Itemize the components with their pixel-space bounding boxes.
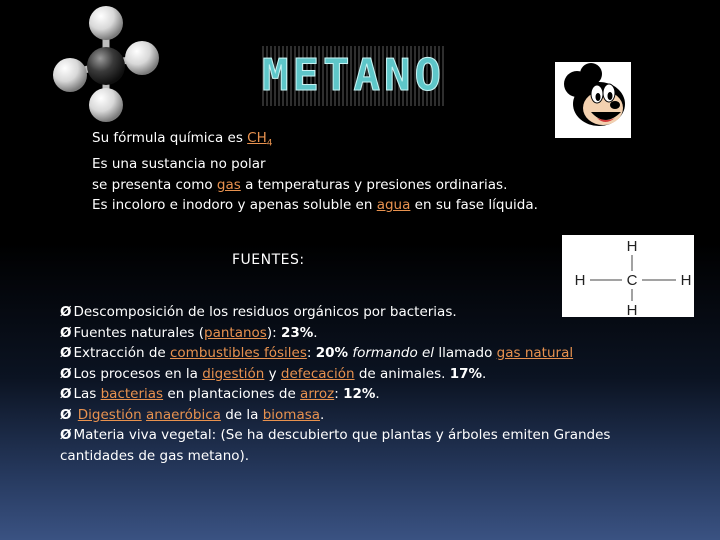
source-text: . xyxy=(320,406,325,423)
bullet-arrow-icon: Ø xyxy=(60,304,72,320)
formula-line xyxy=(92,128,538,154)
bullet-arrow-icon: Ø xyxy=(60,324,72,341)
source-text: Los procesos en la xyxy=(73,365,203,382)
source-link[interactable]: anaeróbica xyxy=(146,406,221,423)
source-text: Fuentes naturales ( xyxy=(73,324,205,341)
source-text: de la xyxy=(220,406,263,423)
source-item xyxy=(60,364,670,385)
formula-link[interactable] xyxy=(247,130,273,149)
source-link[interactable]: combustibles fósiles xyxy=(170,345,307,361)
bullet-arrow-icon: Ø xyxy=(60,386,72,402)
source-link[interactable]: Digestión xyxy=(77,406,142,423)
source-text: . xyxy=(313,324,318,341)
bullet-arrow-icon: Ø xyxy=(60,427,72,443)
atom-h-left: H xyxy=(574,272,586,289)
formula-subscript[interactable]: 4 xyxy=(266,138,273,149)
bullet-arrow-icon: Ø xyxy=(60,365,72,382)
source-text: llamado xyxy=(434,345,497,361)
source-percentage: 20% xyxy=(315,345,349,361)
source-text: en plantaciones de xyxy=(163,386,301,402)
state-text-b: a temperaturas y presiones ordinarias. xyxy=(240,176,508,193)
source-link[interactable]: pantanos xyxy=(204,324,267,341)
source-item xyxy=(60,343,670,364)
source-percentage: 23% xyxy=(280,324,314,341)
methane-molecule-icon xyxy=(48,4,160,126)
atom-h-bottom: H xyxy=(626,302,638,317)
source-item xyxy=(60,425,670,466)
solubility-text-a: Es incoloro e inodoro y apenas soluble en xyxy=(92,197,377,214)
solubility-line xyxy=(92,195,538,216)
source-text: : xyxy=(306,345,316,361)
formula-main[interactable]: CH xyxy=(247,130,267,146)
source-item xyxy=(60,384,670,405)
source-link[interactable]: digestión xyxy=(202,365,265,382)
source-text: Extracción de xyxy=(73,345,170,361)
source-link[interactable]: bacterias xyxy=(100,386,164,402)
source-item xyxy=(60,302,670,323)
intro-text xyxy=(92,128,538,216)
source-link[interactable]: arroz xyxy=(300,386,335,402)
state-text-a: se presenta como xyxy=(92,176,217,193)
source-text: Materia viva vegetal: (Se ha descubierto que plantas y árboles emiten Grandes cantidades de gas metano). xyxy=(60,427,611,464)
atom-h-right: H xyxy=(680,272,692,289)
bullet-arrow-icon: Ø xyxy=(60,406,72,423)
formula-label: Su fórmula química es xyxy=(92,130,248,146)
mickey-mouse-image xyxy=(555,62,631,138)
sources-list xyxy=(60,302,670,466)
fuentes-heading: FUENTES: xyxy=(232,252,305,268)
atom-h-top: H xyxy=(626,238,638,255)
gas-link[interactable]: gas xyxy=(216,176,241,193)
source-link[interactable]: biomasa xyxy=(262,406,321,423)
atom-c-center: C xyxy=(626,272,638,289)
source-text: Las xyxy=(73,386,101,402)
source-italic-text: formando el xyxy=(348,345,435,361)
source-percentage: 17% xyxy=(449,365,483,382)
source-link[interactable]: defecación xyxy=(280,365,355,382)
source-item xyxy=(60,405,670,426)
source-text: Descomposición de los residuos orgánicos por bacterias. xyxy=(73,304,457,320)
source-item xyxy=(60,323,670,344)
source-text: : xyxy=(334,386,344,402)
source-link[interactable]: gas natural xyxy=(496,345,574,361)
source-percentage: 12% xyxy=(343,386,376,402)
agua-link[interactable]: agua xyxy=(376,197,411,214)
source-text: . xyxy=(375,386,380,402)
source-text: ): xyxy=(266,324,281,341)
bullet-arrow-icon: Ø xyxy=(60,345,72,361)
source-text: y xyxy=(264,365,281,382)
solubility-text-b: en su fase líquida. xyxy=(410,197,538,214)
polarity-line: Es una sustancia no polar xyxy=(92,156,266,173)
source-text: de animales. xyxy=(354,365,450,382)
slide-title: METANO xyxy=(262,46,445,106)
state-line xyxy=(92,175,538,196)
source-text: . xyxy=(482,365,487,382)
